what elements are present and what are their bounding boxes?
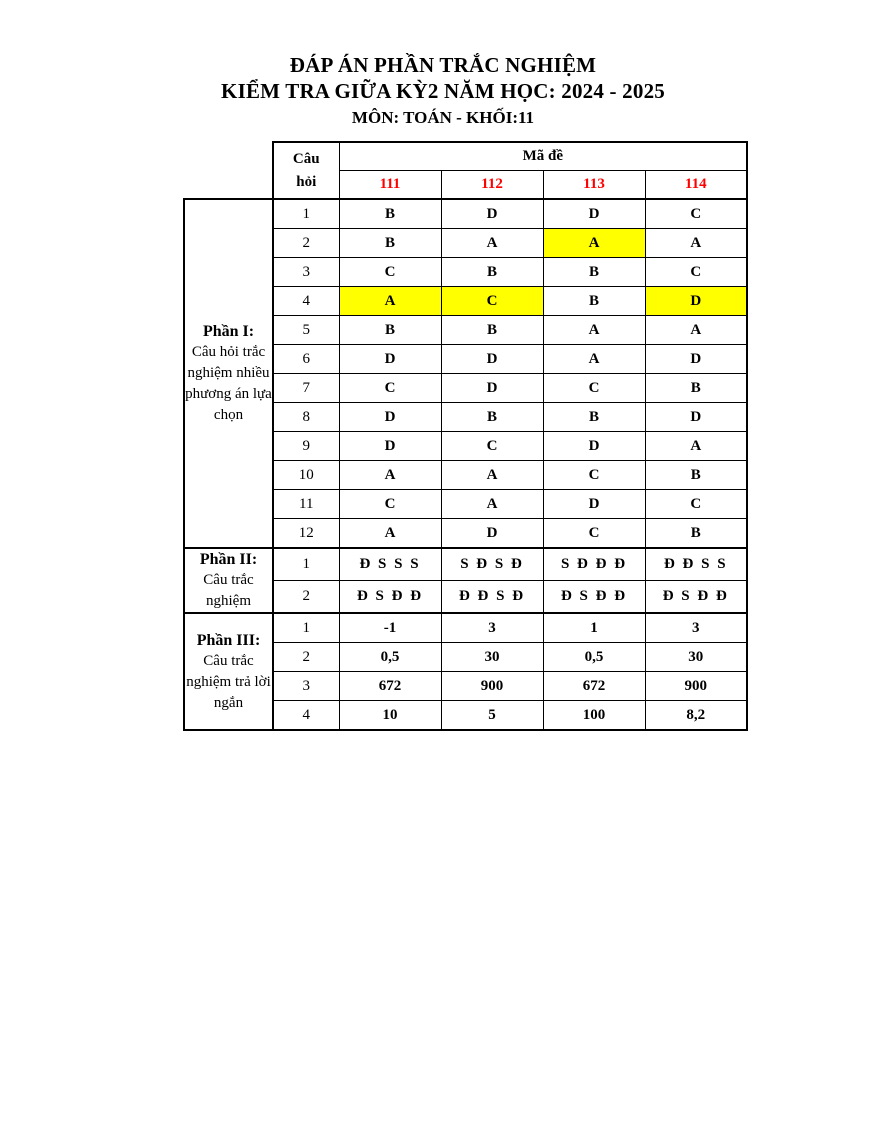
answer-cell-code-112: B [441,258,543,287]
question-number-cell: 1 [273,199,339,229]
answer-cell-code-111: D [339,403,441,432]
answer-cell-code-114: B [645,461,747,490]
table-row [184,199,747,229]
answer-cell-code-113: B [543,403,645,432]
answer-cell-code-114: 8,2 [645,701,747,731]
column-header-exam-code-114: 114 [645,171,747,200]
answer-cell-code-112: B [441,403,543,432]
section-label-part-2 [184,548,273,613]
section-label-part-3 [184,613,273,730]
column-header-exam-code-113: 113 [543,171,645,200]
question-number-cell: 5 [273,316,339,345]
answer-cell-code-111: Đ S Đ Đ [339,581,441,614]
answer-cell-code-112: D [441,199,543,229]
answer-cell-code-113: A [543,345,645,374]
column-header-exam-code-group: Mã đề [339,142,747,171]
column-header-exam-code-112: 112 [441,171,543,200]
answer-cell-code-112: S Đ S Đ [441,548,543,581]
answer-key-table [183,141,748,731]
answer-cell-code-113: 1 [543,613,645,643]
answer-cell-code-111: A [339,519,441,549]
page-title: ĐÁP ÁN PHẦN TRẮC NGHIỆM [289,53,597,77]
answer-cell-code-113: A [543,229,645,258]
question-number-cell: 2 [273,229,339,258]
answer-cell-code-113: A [543,316,645,345]
column-header-question-number [273,142,339,199]
question-number-cell: 1 [273,613,339,643]
question-number-cell: 4 [273,287,339,316]
answer-cell-code-113: B [543,258,645,287]
page-subtitle: KIỂM TRA GIỮA KỲ2 NĂM HỌC: 2024 - 2025 [221,79,665,103]
answer-cell-code-111: A [339,287,441,316]
question-number-cell: 6 [273,345,339,374]
answer-cell-code-113: 100 [543,701,645,731]
answer-cell-code-111: 0,5 [339,643,441,672]
answer-cell-code-112: D [441,519,543,549]
answer-cell-code-114: Đ Đ S S [645,548,747,581]
answer-cell-code-114: 3 [645,613,747,643]
answer-cell-code-112: A [441,461,543,490]
question-number-cell: 2 [273,643,339,672]
answer-cell-code-113: D [543,432,645,461]
section-title: Phần III: [196,631,261,649]
question-header-line-1: Câu [292,150,320,167]
answer-cell-code-114: C [645,199,747,229]
answer-cell-code-111: A [339,461,441,490]
answer-cell-code-112: A [441,490,543,519]
answer-cell-code-111: 672 [339,672,441,701]
question-number-cell: 7 [273,374,339,403]
answer-cell-code-112: A [441,229,543,258]
answer-cell-code-111: C [339,490,441,519]
section-description: Câu trắc nghiệm [203,572,254,609]
answer-cell-code-114: 900 [645,672,747,701]
answer-cell-code-112: 30 [441,643,543,672]
section-description: Câu hỏi trắc nghiệm nhiều phương án lựa chọn [185,344,272,423]
answer-cell-code-111: C [339,374,441,403]
document-title-block [0,52,886,131]
answer-cell-code-113: C [543,461,645,490]
answer-cell-code-114: D [645,287,747,316]
answer-cell-code-113: D [543,490,645,519]
answer-cell-code-113: 672 [543,672,645,701]
answer-cell-code-111: Đ S S S [339,548,441,581]
section-description: Câu trắc nghiệm trả lời ngắn [186,652,271,711]
answer-cell-code-111: D [339,432,441,461]
question-number-cell: 4 [273,701,339,731]
question-number-cell: 3 [273,258,339,287]
answer-cell-code-111: D [339,345,441,374]
answer-cell-code-113: C [543,519,645,549]
question-number-cell: 12 [273,519,339,549]
answer-cell-code-111: 10 [339,701,441,731]
column-header-exam-code-111: 111 [339,171,441,200]
table-row [184,548,747,581]
answer-cell-code-113: D [543,199,645,229]
answer-cell-code-111: C [339,258,441,287]
question-number-cell: 11 [273,490,339,519]
answer-cell-code-114: A [645,316,747,345]
answer-cell-code-111: B [339,229,441,258]
answer-cell-code-112: 5 [441,701,543,731]
question-number-cell: 8 [273,403,339,432]
answer-cell-code-112: 900 [441,672,543,701]
answer-cell-code-112: D [441,374,543,403]
question-number-cell: 10 [273,461,339,490]
header-spacer-cell [184,142,273,199]
answer-cell-code-114: B [645,519,747,549]
answer-cell-code-112: Đ Đ S Đ [441,581,543,614]
question-number-cell: 1 [273,548,339,581]
answer-cell-code-111: B [339,199,441,229]
answer-cell-code-114: C [645,490,747,519]
section-title: Phần II: [199,551,258,568]
table-row [184,613,747,643]
section-title: Phần I: [202,323,255,340]
answer-cell-code-113: Đ S Đ Đ [543,581,645,614]
answer-key-table-container [183,141,746,731]
question-number-cell: 3 [273,672,339,701]
answer-cell-code-113: C [543,374,645,403]
answer-cell-code-112: C [441,287,543,316]
answer-cell-code-111: -1 [339,613,441,643]
answer-cell-code-112: C [441,432,543,461]
page-subject-line: MÔN: TOÁN - KHỐI:11 [351,108,535,127]
answer-cell-code-114: A [645,432,747,461]
answer-cell-code-114: B [645,374,747,403]
answer-cell-code-114: D [645,345,747,374]
answer-cell-code-114: 30 [645,643,747,672]
question-header-line-2: hỏi [296,173,317,190]
answer-cell-code-113: S Đ Đ Đ [543,548,645,581]
answer-cell-code-114: C [645,258,747,287]
answer-cell-code-114: A [645,229,747,258]
question-number-cell: 2 [273,581,339,614]
question-number-cell: 9 [273,432,339,461]
table-header-row-group [184,142,747,171]
answer-cell-code-112: B [441,316,543,345]
answer-cell-code-114: Đ S Đ Đ [645,581,747,614]
answer-cell-code-113: 0,5 [543,643,645,672]
section-label-part-1 [184,199,273,548]
answer-cell-code-112: D [441,345,543,374]
answer-cell-code-113: B [543,287,645,316]
answer-cell-code-112: 3 [441,613,543,643]
answer-cell-code-114: D [645,403,747,432]
answer-cell-code-111: B [339,316,441,345]
